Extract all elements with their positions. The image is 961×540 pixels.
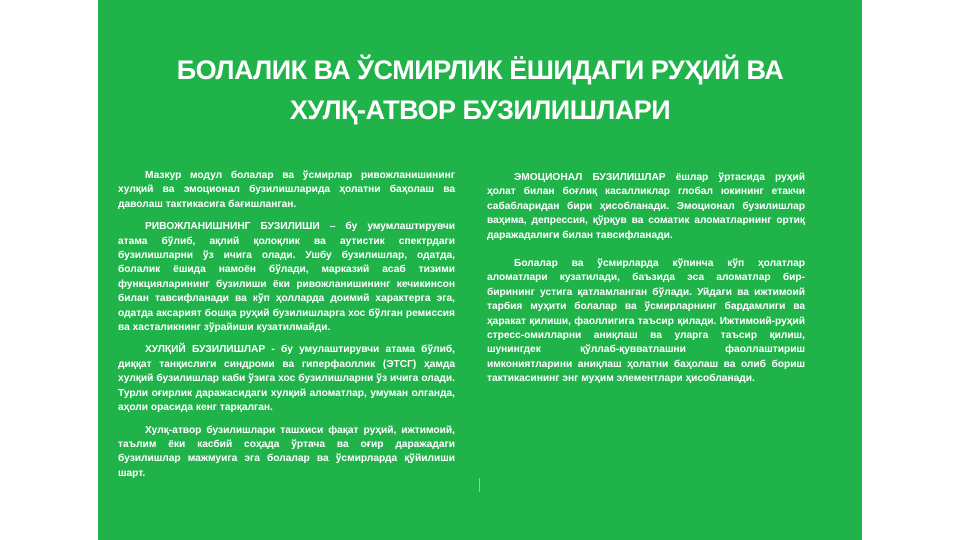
paragraph: РИВОЖЛАНИШНИНГ БУЗИЛИШИ – бу умумлаштирувчи атама бўлиб, ақлий қолоқлик ва аутистик спектрдаги бузилишларни ўз ичига олади. Ушбу бузилишлар, одатда, болалик ёшида намоён бўлади, марказий асаб тизими функцияларининг бузилиши ёки ривожланишининг кечикинсон билан тавсифланади ва кўп ҳолларда доимий характерга эга, одатда аксарият бошқа руҳий бузилишларга хос бўлган ремиссия ва хасталикнинг зўрайиши кузатилмайди. bbox=[118, 221, 456, 334]
heading-lead: ХУЛҚИЙ БУЗИЛИШЛАР bbox=[145, 344, 266, 356]
title-line-1: БОЛАЛИК ВА ЎСМИРЛИК ЁШИДАГИ РУҲИЙ ВА bbox=[176, 55, 784, 85]
heading-lead: РИВОЖЛАНИШНИНГ БУЗИЛИШИ bbox=[145, 221, 320, 233]
paragraph: Хулқ-атвор бузилишлари ташхиси фақат руҳий, ижтимоий, таълим ёки касбий соҳада ўртача ва оғир даражадаги бузилишлар мажмуига эга болалар ва ўсмирларда қўйилиши шарт. bbox=[118, 424, 455, 479]
paragraph: Болалар ва ўсмирларда кўпинча кўп ҳолатлар аломатлари кузатилади, баъзида эса аломатлар бир-бирининг устига қатламланган бўлади. Уйдаги ва ижтимоий тарбия муҳити болалар ва ўсмирларнинг бардамлиги ва ҳаракат қилиши, фаоллигига таъсир қилади. Ижтимоий-руҳий стресс-омилларни аниқлаш ва уларга таъсир қилиш, шунингдек қўллаб-қувватлашни фаоллаштириш имкониятларини аниқлаш ҳолатни баҳолаш ва олиб бориш тактикасининг энг муҳим элементлари ҳисобланади. bbox=[487, 258, 805, 385]
slide-title bbox=[98, 50, 862, 130]
paragraph: ЭМОЦИОНАЛ БУЗИЛИШЛАР ёшлар ўртасида руҳий ҳолат билан боғлиқ касалликлар глобал юкининг етакчи сабабларидан бири ҳисобланади. Эмоционал бузилишлар ваҳима, депрессия, қўрқув ва соматик аломатларнинг ортиқ даражадалиги билан тавсифланади. bbox=[487, 172, 805, 241]
paragraph: ХУЛҚИЙ БУЗИЛИШЛАР - бу умулаштирувчи атама бўлиб, диққат танқислиги синдроми ва гиперфаоллик (ЭТСГ) ҳамда хулқий бузилишлар каби ўзига хос бузилишларни ўз ичига олади. Турли оғирлик даражасидаги хулқий аломатлар, умуман олганда, аҳоли орасида кенг тарқалган. bbox=[118, 344, 455, 414]
heading-lead: ЭМОЦИОНАЛ БУЗИЛИШЛАР bbox=[514, 172, 666, 183]
slide bbox=[98, 0, 862, 540]
text-cursor-mark bbox=[479, 478, 480, 492]
right-column bbox=[487, 171, 805, 401]
title-line-2: ХУЛҚ-АТВОР БУЗИЛИШЛАРИ bbox=[289, 95, 671, 125]
left-column bbox=[118, 169, 455, 489]
paragraph: Мазкур модул болалар ва ўсмирлар ривожланишининг хулқий ва эмоционал бузилишларида ҳолатни баҳолаш ва даволаш тактикасига бағишланган. bbox=[118, 170, 455, 210]
